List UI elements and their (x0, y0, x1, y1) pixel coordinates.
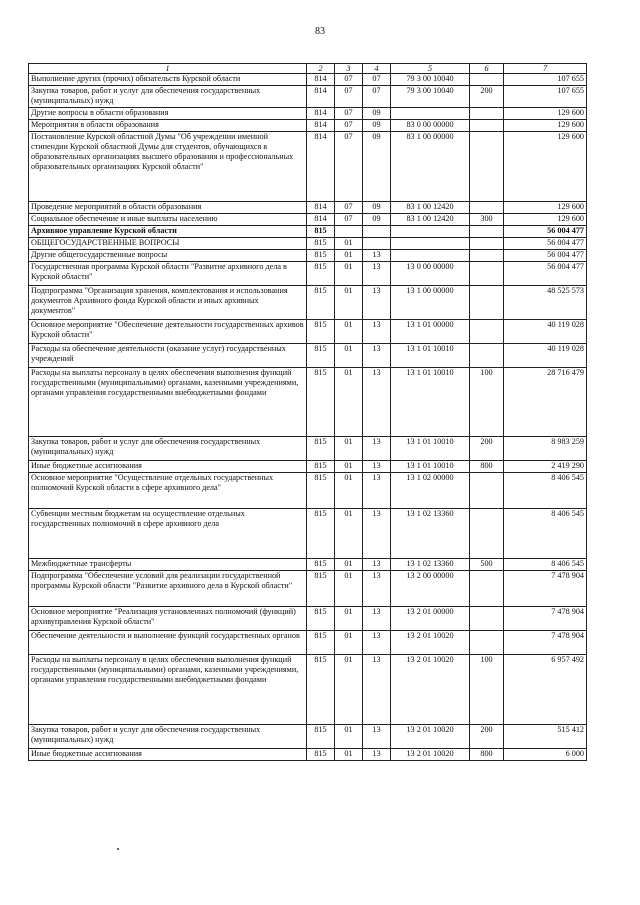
table-row (29, 607, 587, 631)
row-name-cell: Обеспечение деятельности и выполнение функций государственных органов (29, 631, 307, 655)
row-c5-cell: 83 1 00 12420 (391, 202, 470, 214)
row-c2-cell: 815 (307, 631, 335, 655)
row-c4-cell: 09 (363, 214, 391, 226)
row-c5-cell: 13 2 01 10020 (391, 655, 470, 725)
column-header-5: 5 (391, 64, 470, 74)
row-c7-cell: 7 478 904 (504, 571, 587, 607)
table-row (29, 286, 587, 320)
row-c6-cell (470, 226, 504, 238)
row-c6-cell (470, 607, 504, 631)
row-c6-cell: 500 (470, 559, 504, 571)
row-c7-cell: 7 478 904 (504, 631, 587, 655)
table-row (29, 571, 587, 607)
row-c4-cell: 13 (363, 368, 391, 437)
row-name-cell: Закупка товаров, работ и услуг для обеспечения государственных (муниципальных) нужд (29, 725, 307, 749)
row-c2-cell: 815 (307, 559, 335, 571)
row-c3-cell: 01 (335, 509, 363, 559)
row-name-cell: ОБЩЕГОСУДАРСТВЕННЫЕ ВОПРОСЫ (29, 238, 307, 250)
row-c4-cell: 13 (363, 725, 391, 749)
row-c4-cell: 13 (363, 286, 391, 320)
row-c3-cell: 07 (335, 74, 363, 86)
row-c3-cell: 01 (335, 250, 363, 262)
row-name-cell: Межбюджетные трансферты (29, 559, 307, 571)
row-name-cell: Расходы на обеспечение деятельности (оказание услуг) государственных учреждений (29, 344, 307, 368)
row-c3-cell: 01 (335, 262, 363, 286)
row-c5-cell: 13 1 01 00000 (391, 320, 470, 344)
row-c2-cell: 814 (307, 86, 335, 108)
row-c6-cell (470, 631, 504, 655)
row-c3-cell: 01 (335, 749, 363, 761)
row-c5-cell: 13 1 01 10010 (391, 461, 470, 473)
table-row (29, 320, 587, 344)
column-header-1: 1 (29, 64, 307, 74)
row-c5-cell (391, 108, 470, 120)
row-c7-cell: 2 419 290 (504, 461, 587, 473)
row-c6-cell (470, 571, 504, 607)
row-c3-cell: 01 (335, 631, 363, 655)
scan-mark (117, 848, 119, 850)
row-c7-cell: 40 119 028 (504, 344, 587, 368)
row-c3-cell: 07 (335, 202, 363, 214)
row-name-cell: Основное мероприятие "Осуществление отдельных государственных полномочий Курской области в сфере архивного дела" (29, 473, 307, 509)
table-row (29, 344, 587, 368)
row-c2-cell: 815 (307, 461, 335, 473)
row-c3-cell: 01 (335, 607, 363, 631)
row-name-cell: Мероприятия в области образования (29, 120, 307, 132)
table-row (29, 262, 587, 286)
row-c4-cell: 07 (363, 74, 391, 86)
row-c5-cell: 83 1 00 00000 (391, 132, 470, 202)
column-header-7: 7 (504, 64, 587, 74)
table-row (29, 226, 587, 238)
row-c3-cell: 07 (335, 86, 363, 108)
row-c6-cell (470, 250, 504, 262)
row-c3-cell: 01 (335, 286, 363, 320)
row-c6-cell (470, 132, 504, 202)
row-name-cell: Закупка товаров, работ и услуг для обеспечения государственных (муниципальных) нужд (29, 86, 307, 108)
row-name-cell: Основное мероприятие "Реализация установленных полномочий (функций) архивуправления Курской области" (29, 607, 307, 631)
row-name-cell: Другие вопросы в области образования (29, 108, 307, 120)
row-c2-cell: 814 (307, 202, 335, 214)
row-c5-cell: 13 1 01 10010 (391, 368, 470, 437)
row-c2-cell: 815 (307, 262, 335, 286)
row-c3-cell: 01 (335, 437, 363, 461)
row-name-cell: Выполнение других (прочих) обязательств Курской области (29, 74, 307, 86)
row-c7-cell: 56 004 477 (504, 238, 587, 250)
row-c6-cell (470, 120, 504, 132)
row-c5-cell: 13 0 00 00000 (391, 262, 470, 286)
row-c7-cell: 6 957 492 (504, 655, 587, 725)
row-name-cell: Другие общегосударственные вопросы (29, 250, 307, 262)
row-c3-cell: 01 (335, 655, 363, 725)
row-name-cell: Иные бюджетные ассигнования (29, 461, 307, 473)
row-c6-cell (470, 344, 504, 368)
row-name-cell: Расходы на выплаты персоналу в целях обеспечения выполнения функций государственными (муниципальными) органами, казенными учреждениями, органами управления государственными внебюджетными фондами (29, 655, 307, 725)
row-c2-cell: 815 (307, 344, 335, 368)
row-c3-cell: 01 (335, 368, 363, 437)
row-c7-cell: 7 478 904 (504, 607, 587, 631)
table-row (29, 725, 587, 749)
row-name-cell: Закупка товаров, работ и услуг для обеспечения государственных (муниципальных) нужд (29, 437, 307, 461)
row-c5-cell: 13 1 02 13360 (391, 509, 470, 559)
row-c2-cell: 815 (307, 571, 335, 607)
row-c5-cell (391, 238, 470, 250)
row-c2-cell: 815 (307, 607, 335, 631)
row-c5-cell: 13 2 01 00000 (391, 607, 470, 631)
row-name-cell: Расходы на выплаты персоналу в целях обеспечения выполнения функций государственными (муниципальными) органами, казенными учреждениями, органами управления государственными внебюджетными фондами (29, 368, 307, 437)
row-c6-cell (470, 286, 504, 320)
row-c5-cell: 13 1 02 00000 (391, 473, 470, 509)
row-c5-cell: 13 1 00 00000 (391, 286, 470, 320)
table-row (29, 250, 587, 262)
row-c4-cell: 13 (363, 250, 391, 262)
row-c7-cell: 129 600 (504, 120, 587, 132)
row-c4-cell: 09 (363, 202, 391, 214)
row-c2-cell: 815 (307, 250, 335, 262)
row-c5-cell: 13 2 01 10020 (391, 725, 470, 749)
table-row (29, 368, 587, 437)
row-c4-cell: 13 (363, 571, 391, 607)
column-header-4: 4 (363, 64, 391, 74)
row-c5-cell: 79 3 00 10040 (391, 86, 470, 108)
row-c4-cell (363, 226, 391, 238)
table-row (29, 473, 587, 509)
row-c4-cell: 13 (363, 320, 391, 344)
row-c2-cell: 815 (307, 437, 335, 461)
row-c6-cell (470, 202, 504, 214)
row-c2-cell: 815 (307, 238, 335, 250)
row-c2-cell: 815 (307, 368, 335, 437)
row-c7-cell: 56 004 477 (504, 250, 587, 262)
row-c3-cell: 01 (335, 571, 363, 607)
row-c4-cell: 13 (363, 655, 391, 725)
row-c6-cell (470, 108, 504, 120)
row-c3-cell: 01 (335, 473, 363, 509)
row-c5-cell: 79 3 00 10040 (391, 74, 470, 86)
row-c4-cell: 13 (363, 473, 391, 509)
row-name-cell: Основное мероприятие "Обеспечение деятельности государственных архивов Курской области" (29, 320, 307, 344)
row-c3-cell: 07 (335, 108, 363, 120)
row-c6-cell (470, 509, 504, 559)
row-c5-cell: 13 1 01 10010 (391, 437, 470, 461)
row-c2-cell: 815 (307, 320, 335, 344)
table-row (29, 214, 587, 226)
row-name-cell: Подпрограмма "Обеспечение условий для реализации государственной программы Курской области "Развитие архивного дела в Курской области" (29, 571, 307, 607)
row-c4-cell: 13 (363, 437, 391, 461)
row-c5-cell: 13 2 01 10020 (391, 631, 470, 655)
row-c5-cell: 83 1 00 12420 (391, 214, 470, 226)
table-body (29, 74, 587, 761)
row-c6-cell: 200 (470, 86, 504, 108)
row-c3-cell: 07 (335, 132, 363, 202)
row-c4-cell: 13 (363, 631, 391, 655)
table-row (29, 202, 587, 214)
row-c7-cell: 48 525 573 (504, 286, 587, 320)
table-row (29, 437, 587, 461)
row-c5-cell: 13 1 02 13360 (391, 559, 470, 571)
row-c4-cell: 13 (363, 559, 391, 571)
row-c4-cell: 09 (363, 108, 391, 120)
row-c2-cell: 815 (307, 509, 335, 559)
row-name-cell: Подпрограмма "Организация хранения, комплектования и использования документов Архивного фонда Курской области и иных архивных документов" (29, 286, 307, 320)
row-c7-cell: 129 600 (504, 214, 587, 226)
page-number: 83 (315, 26, 325, 37)
row-c3-cell: 01 (335, 461, 363, 473)
row-c7-cell: 107 655 (504, 74, 587, 86)
row-c5-cell (391, 226, 470, 238)
row-c5-cell: 13 2 00 00000 (391, 571, 470, 607)
table-row (29, 461, 587, 473)
row-c3-cell: 01 (335, 238, 363, 250)
row-c7-cell: 515 412 (504, 725, 587, 749)
row-c6-cell (470, 320, 504, 344)
row-name-cell: Иные бюджетные ассигнования (29, 749, 307, 761)
row-c7-cell: 40 119 028 (504, 320, 587, 344)
row-c6-cell (470, 473, 504, 509)
row-c6-cell: 100 (470, 655, 504, 725)
row-c6-cell: 200 (470, 437, 504, 461)
row-c2-cell: 814 (307, 214, 335, 226)
row-c2-cell: 815 (307, 473, 335, 509)
row-c6-cell: 200 (470, 725, 504, 749)
row-c2-cell: 815 (307, 749, 335, 761)
row-c4-cell: 13 (363, 749, 391, 761)
column-header-6: 6 (470, 64, 504, 74)
table-row (29, 74, 587, 86)
row-c7-cell: 8 406 545 (504, 473, 587, 509)
row-c5-cell: 83 0 00 00000 (391, 120, 470, 132)
row-c7-cell: 56 004 477 (504, 226, 587, 238)
row-name-cell: Субвенции местным бюджетам на осуществление отдельных государственных полномочий в сфере архивного дела (29, 509, 307, 559)
row-c7-cell: 129 600 (504, 132, 587, 202)
column-header-3: 3 (335, 64, 363, 74)
row-c6-cell (470, 262, 504, 286)
row-c4-cell (363, 238, 391, 250)
row-c2-cell: 814 (307, 132, 335, 202)
row-c7-cell: 129 600 (504, 202, 587, 214)
row-c4-cell: 09 (363, 132, 391, 202)
row-c3-cell: 01 (335, 344, 363, 368)
row-c3-cell: 01 (335, 320, 363, 344)
row-c3-cell (335, 226, 363, 238)
row-c6-cell (470, 238, 504, 250)
row-c6-cell (470, 74, 504, 86)
row-c7-cell: 8 406 545 (504, 509, 587, 559)
row-c5-cell: 13 2 01 10020 (391, 749, 470, 761)
row-name-cell: Постановление Курской областной Думы "Об учреждении именной стипендии Курской областной Думы для студентов, обучающихся в образовательных организациях высшего образования и профессиональных образовательных организациях Курской области" (29, 132, 307, 202)
row-c7-cell: 8 983 259 (504, 437, 587, 461)
row-c7-cell: 8 406 545 (504, 559, 587, 571)
row-c4-cell: 13 (363, 262, 391, 286)
row-name-cell: Государственная программа Курской области "Развитие архивного дела в Курской области" (29, 262, 307, 286)
row-c2-cell: 814 (307, 120, 335, 132)
row-c6-cell: 800 (470, 461, 504, 473)
row-name-cell: Социальное обеспечение и иные выплаты населению (29, 214, 307, 226)
row-c7-cell: 6 000 (504, 749, 587, 761)
budget-table (28, 63, 587, 761)
row-c3-cell: 07 (335, 120, 363, 132)
row-c2-cell: 815 (307, 226, 335, 238)
table-row (29, 655, 587, 725)
row-c3-cell: 07 (335, 214, 363, 226)
row-c5-cell (391, 250, 470, 262)
row-c6-cell: 100 (470, 368, 504, 437)
table-row (29, 749, 587, 761)
row-c7-cell: 56 004 477 (504, 262, 587, 286)
row-c3-cell: 01 (335, 559, 363, 571)
table-row (29, 108, 587, 120)
row-c4-cell: 13 (363, 461, 391, 473)
row-c4-cell: 09 (363, 120, 391, 132)
row-c3-cell: 01 (335, 725, 363, 749)
row-c4-cell: 13 (363, 344, 391, 368)
row-c4-cell: 13 (363, 607, 391, 631)
row-c5-cell: 13 1 01 10010 (391, 344, 470, 368)
table-row (29, 509, 587, 559)
row-c7-cell: 28 716 479 (504, 368, 587, 437)
row-c6-cell: 300 (470, 214, 504, 226)
row-c2-cell: 815 (307, 725, 335, 749)
row-c2-cell: 814 (307, 108, 335, 120)
table-row (29, 559, 587, 571)
table-row (29, 86, 587, 108)
row-c2-cell: 814 (307, 74, 335, 86)
table-row (29, 631, 587, 655)
table-row (29, 120, 587, 132)
row-c7-cell: 129 600 (504, 108, 587, 120)
row-name-cell: Архивное управление Курской области (29, 226, 307, 238)
table-row (29, 132, 587, 202)
row-name-cell: Проведение мероприятий в области образования (29, 202, 307, 214)
row-c4-cell: 07 (363, 86, 391, 108)
row-c2-cell: 815 (307, 286, 335, 320)
row-c7-cell: 107 655 (504, 86, 587, 108)
row-c4-cell: 13 (363, 509, 391, 559)
row-c6-cell: 800 (470, 749, 504, 761)
row-c2-cell: 815 (307, 655, 335, 725)
column-header-2: 2 (307, 64, 335, 74)
table-row (29, 238, 587, 250)
table-header-row (29, 64, 587, 74)
